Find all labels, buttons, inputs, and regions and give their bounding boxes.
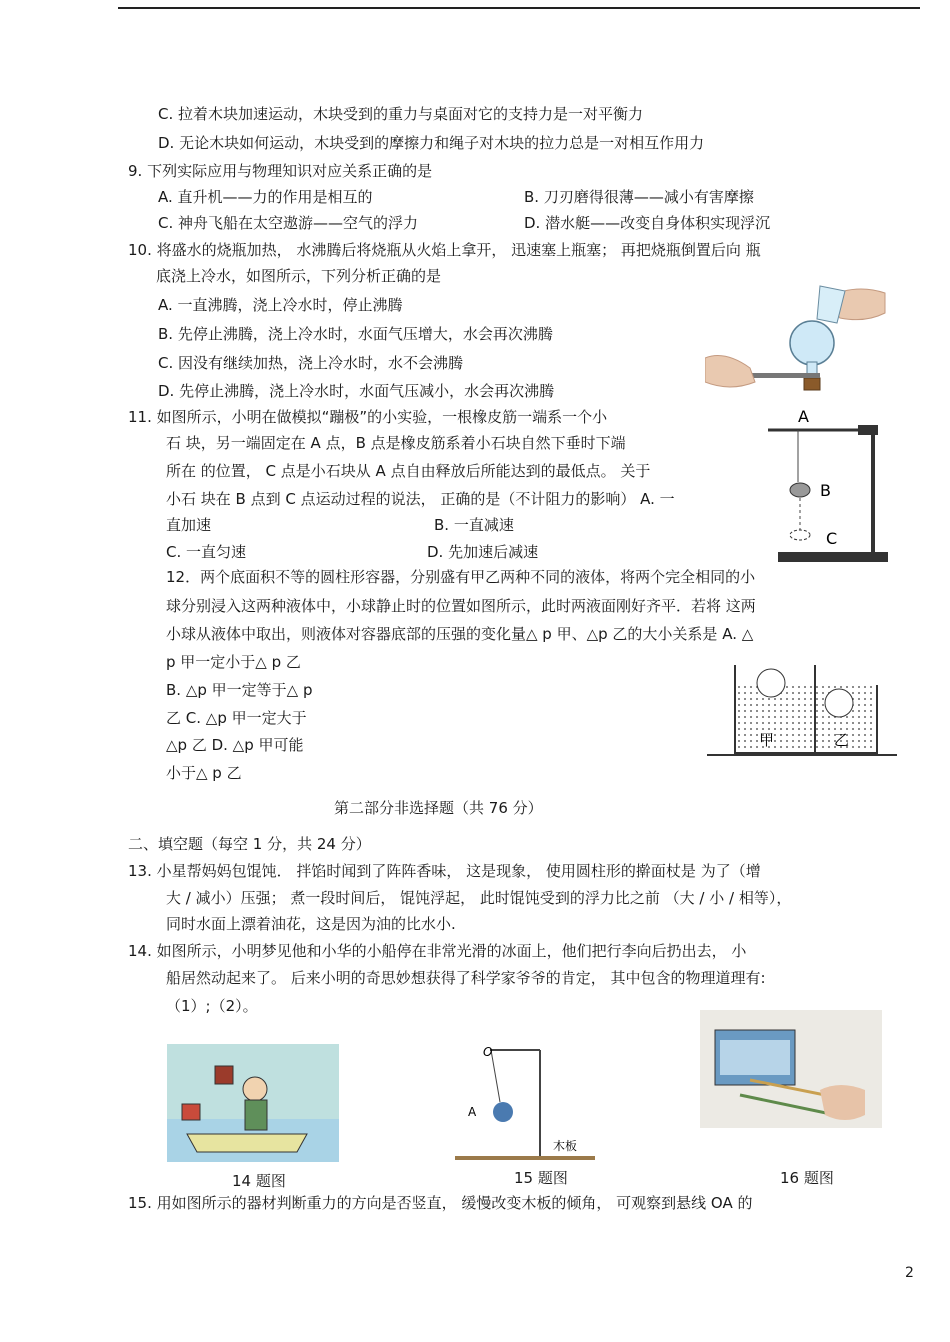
text-line: （1）;（2）。	[166, 997, 258, 1015]
text-line: 10. 将盛水的烧瓶加热， 水沸腾后将烧瓶从火焰上拿开， 迅速塞上瓶塞； 再把烧瓶倒置后向 瓶	[128, 241, 761, 259]
label-board: 木板	[553, 1139, 578, 1153]
text-line: A. 直升机——力的作用是相互的	[158, 188, 373, 206]
text-line: 14. 如图所示，小明梦见他和小华的小船停在非常光滑的冰面上，他们把行李向后扔出去， 小	[128, 942, 747, 960]
text-line: D. 先停止沸腾，浇上冷水时，水面气压减小，水会再次沸腾	[158, 382, 555, 400]
text-line: 15. 用如图所示的器材判断重力的方向是否竖直， 缓慢改变木板的倾角， 可观察到悬线 OA 的	[128, 1194, 753, 1212]
text-line: B. 先停止沸腾，浇上冷水时，水面气压增大，水会再次沸腾	[158, 325, 553, 343]
text-line: 小石 块在 B 点到 C 点运动过程的说法， 正确的是（不计阻力的影响） A. 一	[166, 490, 675, 508]
text-line: 直加速	[166, 516, 212, 534]
text-line: 12．两个底面积不等的圆柱形容器，分别盛有甲乙两种不同的液体，将两个完全相同的小	[166, 568, 756, 586]
text-line: 船居然动起来了。 后来小明的奇思妙想获得了科学家爷爷的肯定， 其中包含的物理道理有:	[166, 969, 766, 987]
text-line: 第二部分非选择题（共 76 分）	[334, 799, 543, 817]
page-number: 2	[905, 1265, 914, 1281]
fig15-diagram	[455, 1044, 595, 1162]
text-line: D. 潜水艇——改变自身体积实现浮沉	[524, 214, 771, 232]
text-line: 11. 如图所示，小明在做模拟“蹦极”的小实验，一根橡皮筋一端系一个小	[128, 408, 608, 426]
text-line: D. 先加速后减速	[427, 543, 539, 561]
text-line: 乙 C. △p 甲一定大于	[166, 709, 307, 727]
text-line: 同时水面上漂着油花，这是因为油的比水小.	[166, 915, 456, 933]
label-b: B	[820, 481, 831, 500]
text-line: △p 乙 D. △p 甲可能	[166, 736, 304, 754]
text-line: p 甲一定小于△ p 乙	[166, 653, 301, 671]
text-line: A. 一直沸腾，浇上冷水时，停止沸腾	[158, 296, 403, 314]
label-a15: A	[468, 1105, 477, 1119]
text-line: C. 一直匀速	[166, 543, 247, 561]
label-c: C	[826, 529, 838, 548]
label-a: A	[798, 410, 809, 426]
text-line: 13. 小星帮妈妈包馄饨． 拌馅时闻到了阵阵香味， 这是现象， 使用圆柱形的擀面杖是 为了（增	[128, 862, 761, 880]
text-line: 石 块，另一端固定在 A 点，B 点是橡皮筋系着小石块自然下垂时下端	[166, 434, 626, 452]
text-line: D. 无论木块如何运动，木块受到的摩擦力和绳子对木块的拉力总是一对相互作用力	[158, 134, 705, 152]
fig16-caption: 16 题图	[780, 1169, 834, 1187]
text-line: C. 神舟飞船在太空遨游——空气的浮力	[158, 214, 419, 232]
text-line: 底浇上冷水，如图所示，下列分析正确的是	[156, 267, 442, 285]
text-line: 二、填空题（每空 1 分，共 24 分）	[128, 835, 371, 853]
text-line: 球分别浸入这两种液体中，小球静止时的位置如图所示，此时两液面刚好齐平．若将 这两	[166, 597, 756, 615]
text-line: C. 拉着木块加速运动，木块受到的重力与桌面对它的支持力是一对平衡力	[158, 105, 644, 123]
fig14-cartoon	[167, 1044, 339, 1162]
text-line: C. 因没有继续加热，浇上冷水时，水不会沸腾	[158, 354, 464, 372]
header-rule	[118, 7, 920, 9]
fig14-caption: 14 题图	[232, 1172, 286, 1190]
flask-figure	[705, 278, 895, 398]
bungee-figure	[763, 410, 893, 570]
text-line: B. △p 甲一定等于△ p	[166, 681, 313, 699]
text-line: B. 一直减速	[434, 516, 514, 534]
text-line: 9. 下列实际应用与物理知识对应关系正确的是	[128, 162, 433, 180]
text-line: 小球从液体中取出，则液体对容器底部的压强的变化量△ p 甲、△p 乙的大小关系是 A. △	[166, 625, 754, 643]
text-line: 大 / 减小）压强； 煮一段时间后， 馄饨浮起， 此时馄饨受到的浮力比之前 （大 / 小 / 相等），	[166, 889, 792, 907]
fig15-caption: 15 题图	[514, 1169, 568, 1187]
text-line: 所在 的位置， C 点是小石块从 A 点自由释放后所能达到的最低点。 关于	[166, 462, 651, 480]
fig16-photo	[700, 1010, 882, 1128]
containers-figure	[707, 655, 897, 765]
text-line: B. 刀刃磨得很薄——减小有害摩擦	[524, 188, 754, 206]
label-o: O	[483, 1045, 493, 1059]
label-yi: 乙	[834, 731, 850, 749]
text-line: 小于△ p 乙	[166, 764, 242, 782]
label-jia: 甲	[759, 731, 775, 749]
